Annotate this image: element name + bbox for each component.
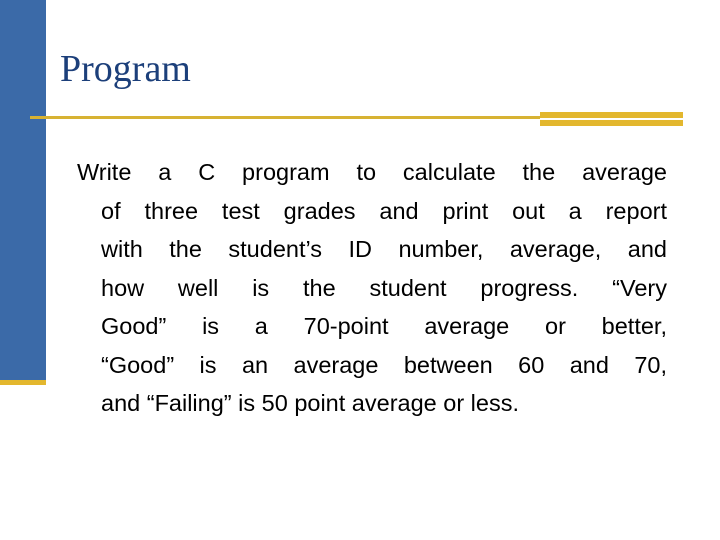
slide-body (77, 153, 667, 423)
body-line: Write a C program to calculate the average (77, 159, 667, 185)
slide-title: Program (60, 48, 191, 90)
body-line: Good” is a 70-point average or better, (101, 313, 667, 339)
title-divider-line (30, 116, 540, 119)
body-line: and “Failing” is 50 point average or less. (101, 390, 519, 416)
title-divider-block (540, 112, 683, 126)
body-line: “Good” is an average between 60 and 70, (101, 351, 667, 378)
body-line: of three test grades and print out a report (101, 197, 667, 224)
left-sidebar-bar (0, 0, 46, 384)
body-line: how well is the student progress. “Very (101, 274, 667, 301)
left-sidebar-accent (0, 380, 46, 385)
body-line: with the student’s ID number, average, and (101, 236, 667, 262)
